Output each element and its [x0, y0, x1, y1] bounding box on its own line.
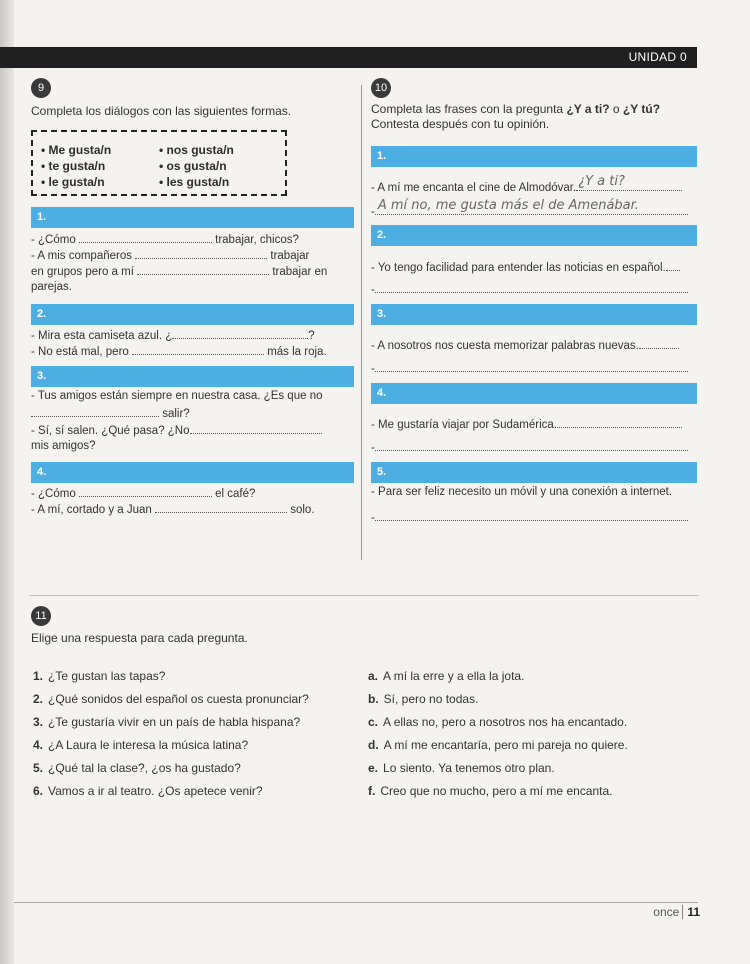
item-number: 4. — [37, 466, 47, 478]
form-item: • te gusta/n — [41, 159, 106, 173]
book-spine-shadow — [0, 0, 14, 964]
question-text: Vamos a ir al teatro. ¿Os apetece venir? — [48, 784, 263, 798]
line-text: más la roja. — [267, 346, 327, 358]
prompt-line — [371, 417, 682, 431]
line-text: trabajar en — [272, 266, 328, 278]
question-item — [33, 669, 165, 683]
reply-field[interactable] — [375, 198, 688, 215]
item-number: 5. — [377, 466, 387, 478]
line-text: - Sí, sí salen. ¿Qué pasa? ¿No — [31, 425, 190, 437]
question-item — [33, 784, 263, 798]
line-text: trabajar — [270, 250, 310, 262]
dialogue-line: - Tus amigos están siempre en nuestra casa. ¿Es que no — [31, 390, 323, 402]
exercise-9-instruction: Completa los diálogos con las siguientes formas. — [31, 104, 292, 118]
dialogue-line — [31, 502, 315, 516]
blank-field[interactable] — [137, 264, 269, 275]
answer-text: A mí la erre y a ella la jota. — [383, 669, 525, 683]
line-text: solo. — [290, 504, 315, 516]
line-text: trabajar, chicos? — [215, 234, 299, 246]
blank-field[interactable] — [190, 423, 322, 434]
question-item — [33, 692, 309, 706]
reply-line — [371, 510, 688, 524]
question-number: 1. — [33, 669, 44, 683]
blank-field[interactable] — [79, 486, 212, 497]
line-text: - ¿Cómo — [31, 488, 76, 500]
prompt-line — [371, 260, 680, 274]
question-number: 2. — [33, 692, 44, 706]
instruction-line-1 — [371, 102, 660, 117]
page-number-word: once — [653, 905, 680, 919]
question-number: 6. — [33, 784, 44, 798]
section-divider — [30, 595, 698, 596]
dialogue-line — [31, 423, 322, 437]
dialogue-line — [31, 264, 327, 278]
answer-field[interactable] — [666, 260, 680, 271]
exercise-9-item-1-header — [31, 207, 354, 228]
answer-letter: c. — [368, 715, 379, 729]
answer-text: Sí, pero no todas. — [383, 692, 479, 706]
exercise-10-badge: 10 — [371, 78, 391, 98]
answer-field[interactable] — [576, 174, 682, 191]
dialogue-line — [31, 328, 315, 342]
line-text: - Mira esta camiseta azul. ¿ — [31, 330, 173, 342]
question-number: 3. — [33, 715, 44, 729]
item-number: 3. — [37, 370, 47, 382]
question-number: 4. — [33, 738, 44, 752]
line-text: - A mis compañeros — [31, 250, 132, 262]
answer-text: Lo siento. Ya tenemos otro plan. — [383, 761, 555, 775]
form-item: • Me gusta/n — [41, 143, 112, 157]
instruction-line-2: Contesta después con tu opinión. — [371, 117, 550, 131]
exercise-9-badge: 9 — [31, 78, 51, 98]
answer-text: Creo que no mucho, pero a mí me encanta. — [380, 784, 613, 798]
line-text: - ¿Cómo — [31, 234, 76, 246]
item-number: 1. — [377, 150, 387, 162]
line-text: - Yo tengo facilidad para entender las noticias en español. — [371, 262, 666, 274]
form-item: • nos gusta/n — [159, 143, 234, 157]
question-item — [33, 761, 241, 775]
reply-field[interactable] — [375, 361, 688, 372]
reply-field[interactable] — [375, 510, 688, 521]
answer-letter: b. — [368, 692, 379, 706]
answer-text: A ellas no, pero a nosotros nos ha encantado. — [383, 715, 628, 729]
item-number: 4. — [377, 387, 387, 399]
forms-right-column — [159, 142, 234, 190]
reply-line — [371, 282, 688, 296]
form-item: • os gusta/n — [159, 159, 227, 173]
item-number: 2. — [37, 308, 47, 320]
form-item: • le gusta/n — [41, 175, 105, 189]
question-text: ¿A Laura le interesa la música latina? — [48, 738, 249, 752]
dialogue-line: mis amigos? — [31, 440, 96, 452]
answer-field[interactable] — [557, 417, 682, 428]
item-number: 1. — [37, 211, 47, 223]
item-number: 3. — [377, 308, 387, 320]
question-number: 5. — [33, 761, 44, 775]
exercise-9-item-4-header — [31, 462, 354, 483]
page-number — [653, 905, 700, 919]
line-text: el café? — [215, 488, 256, 500]
line-text: - A mí me encanta el cine de Almodóvar. — [371, 182, 577, 194]
line-text: en grupos pero a mí — [31, 266, 134, 278]
answer-item — [368, 715, 627, 729]
reply-dash: - — [371, 206, 375, 218]
question-text: ¿Te gustan las tapas? — [48, 669, 166, 683]
answer-item — [368, 692, 478, 706]
exercise-10-item-3-header — [371, 304, 697, 325]
question-text: ¿Qué sonidos del español os cuesta pronunciar? — [48, 692, 309, 706]
line-text: - A mí, cortado y a Juan — [31, 504, 152, 516]
question-form-a: ¿Y a ti? — [566, 102, 610, 116]
question-item — [33, 738, 248, 752]
exercise-9-item-3-header — [31, 366, 354, 387]
line-text: - Para ser feliz necesito un móvil y una conexión a internet. — [371, 486, 673, 498]
dialogue-line — [31, 406, 190, 420]
line-text: - A nosotros nos cuesta memorizar palabras nuevas. — [371, 340, 639, 352]
answer-item — [368, 738, 628, 752]
dialogue-line: parejas. — [31, 281, 72, 293]
dialogue-line — [31, 344, 327, 358]
blank-field[interactable] — [132, 344, 264, 355]
answer-letter: e. — [368, 761, 379, 775]
answer-field[interactable] — [639, 338, 679, 349]
prompt-line — [371, 338, 679, 352]
prompt-line — [371, 174, 682, 194]
answer-item — [368, 669, 524, 683]
blank-field[interactable] — [79, 232, 212, 243]
blank-field[interactable] — [172, 328, 308, 339]
reply-field[interactable] — [375, 282, 688, 293]
question-form-b: ¿Y tú? — [622, 102, 661, 116]
reply-line — [371, 440, 688, 454]
exercise-10-item-5-header — [371, 462, 697, 483]
question-text: ¿Qué tal la clase?, ¿os ha gustado? — [48, 761, 241, 775]
question-text: ¿Te gustaría vivir en un país de habla hispana? — [48, 715, 301, 729]
dialogue-line — [31, 248, 309, 262]
handwritten-reply: A mí no, me gusta más el de Amenábar. — [377, 198, 639, 213]
dialogue-line — [31, 232, 299, 246]
reply-dash: - — [371, 284, 375, 296]
reply-line — [371, 361, 688, 375]
line-text: - Me gustaría viajar por Sudamérica. — [371, 419, 557, 431]
exercise-11-badge: 11 — [31, 606, 51, 626]
handwritten-answer: ¿Y a ti? — [578, 174, 625, 189]
reply-field[interactable] — [375, 440, 688, 451]
answer-letter: a. — [368, 669, 379, 683]
instruction-text: Completa las frases con la pregunta — [371, 102, 567, 116]
reply-dash: - — [371, 512, 375, 524]
exercise-9-item-2-header — [31, 304, 354, 325]
answer-letter: f. — [368, 784, 376, 798]
reply-dash: - — [371, 363, 375, 375]
instruction-text: o — [609, 102, 623, 116]
page-number-digit: 11 — [682, 905, 700, 919]
forms-left-column — [41, 142, 111, 190]
answer-item — [368, 784, 612, 798]
answer-item — [368, 761, 555, 775]
exercise-11-instruction: Elige una respuesta para cada pregunta. — [31, 631, 248, 645]
prompt-line — [371, 486, 672, 498]
line-text: salir? — [162, 408, 190, 420]
answer-letter: d. — [368, 738, 379, 752]
item-number: 2. — [377, 229, 387, 241]
dialogue-line — [31, 486, 255, 500]
question-item — [33, 715, 300, 729]
exercise-10-item-2-header — [371, 225, 697, 246]
unit-title: UNIDAD 0 — [628, 50, 687, 64]
line-text: - No está mal, pero — [31, 346, 129, 358]
blank-field[interactable] — [31, 406, 159, 417]
reply-dash: - — [371, 442, 375, 454]
exercise-10-item-4-header — [371, 383, 697, 404]
exercise-10-item-1-header — [371, 146, 697, 167]
form-item: • les gusta/n — [159, 175, 230, 189]
blank-field[interactable] — [155, 502, 287, 513]
line-text: ? — [308, 330, 315, 342]
footer-rule — [14, 902, 698, 903]
forms-box — [31, 130, 287, 196]
blank-field[interactable] — [135, 248, 267, 259]
column-divider — [361, 85, 362, 560]
answer-text: A mí me encantaría, pero mi pareja no quiere. — [383, 738, 628, 752]
exercise-10-instruction — [371, 102, 660, 132]
unit-header-bar — [0, 47, 697, 68]
reply-line — [371, 198, 688, 218]
